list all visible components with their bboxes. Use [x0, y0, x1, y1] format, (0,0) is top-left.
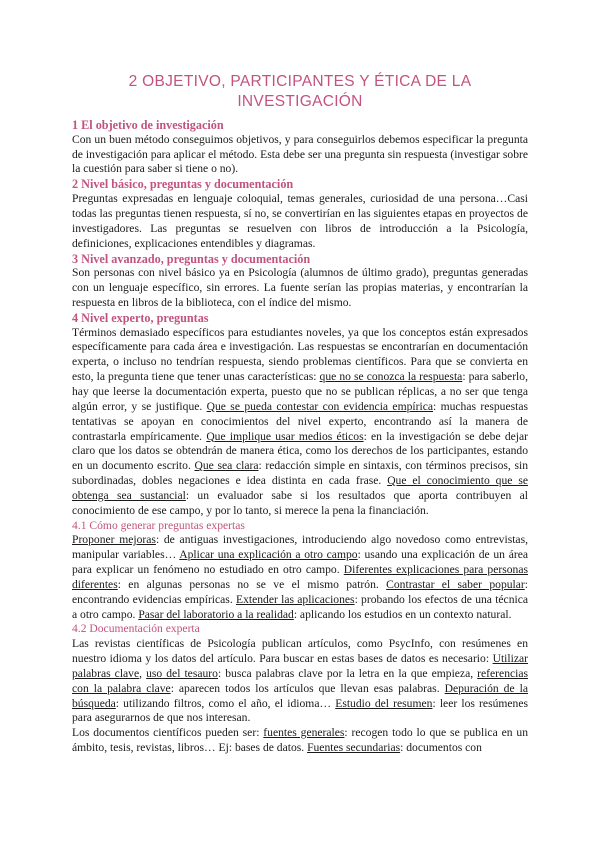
- section-4-heading: 4 Nivel experto, preguntas: [72, 310, 209, 325]
- text-run: ,: [139, 666, 147, 680]
- section-4-2-text-2: [72, 726, 528, 756]
- text-run: : recogen todo lo que se publica en un ámbito, tesis, revistas, libros… Ej: bases de datos.: [72, 726, 528, 755]
- text-run: : aplicando los estudios en un contexto natural.: [293, 607, 512, 621]
- underlined-term: uso del tesauro: [146, 666, 218, 680]
- text-run: : de antiguas investigaciones, introduciendo algo novedoso como entrevistas, manipular variables…: [72, 533, 528, 562]
- section-4-2-text: [72, 637, 528, 726]
- underlined-term: Que implique usar medios éticos: [206, 429, 364, 443]
- underlined-term: Estudio del resumen: [335, 696, 433, 710]
- text-run: : un evaluador sabe si los resultados que aporta contribuyen al conocimiento de ese campo, y por lo tanto, si merece la pena la financiación.: [72, 488, 528, 517]
- section-1-heading: 1 El objetivo de investigación: [72, 118, 224, 132]
- underlined-term: Pasar del laboratorio a la realidad: [138, 607, 294, 621]
- text-run: : encontrando evidencias empíricas.: [72, 577, 528, 606]
- underlined-term: Fuentes secundarias: [307, 741, 401, 755]
- section-4-text: [72, 326, 528, 519]
- section-4-1-text: [72, 533, 528, 622]
- text-run: : redacción simple en sintaxis, con términos precisos, sin subordinadas, dobles negaciones e idea distinta en cada frase.: [72, 459, 528, 488]
- underlined-term: Que se pueda contestar con evidencia empírica: [206, 399, 433, 413]
- underlined-term: Extender las aplicaciones: [236, 592, 355, 606]
- text-run: Las revistas científicas de Psicología publican artículos, como PsycInfo, con resúmenes en nuestro idioma y los datos del artículo. Para buscar en estas bases de datos es necesario:: [72, 637, 528, 666]
- underlined-term: Diferentes explicaciones para personas diferentes: [72, 563, 528, 591]
- section-4-2-heading: 4.2 Documentación experta: [72, 622, 200, 636]
- underlined-term: Utilizar palabras clave: [72, 652, 528, 680]
- text-run: : probando los efectos de una técnica a otro campo.: [72, 592, 529, 621]
- underlined-term: Aplicar una explicación a otro campo: [179, 548, 358, 562]
- text-run: Los documentos científicos pueden ser:: [72, 726, 264, 740]
- underlined-term: Que el conocimiento que se obtenga sea sustancial: [72, 474, 528, 502]
- section-2-heading: 2 Nivel básico, preguntas y documentación: [72, 177, 294, 192]
- text-run: : documentos con: [400, 741, 482, 755]
- text-run: Términos demasiado específicos para estudiantes noveles, ya que los conceptos están expresados específicamente para cada área e investigación. Las respuestas se encontrarían en documentación experta, o incluso no tendrían respuesta, siendo problemas científicos. Para que se convierta en esto, la pregunta tiene que tener unas características:: [72, 325, 528, 384]
- section-1-text: Con un buen método conseguimos objetivos, y para conseguirlos debemos especificar la pregunta de investigación para aplicar el método. Esta debe ser una pregunta sin respuesta (investigar sobre la cuestión para saber si tiene o no).: [72, 132, 528, 176]
- section-3-heading: 3 Nivel avanzado, preguntas y documentación: [72, 251, 311, 266]
- underlined-term: Depuración de la búsqueda: [72, 681, 528, 710]
- text-run: : en la investigación se debe dejar claro que los datos se obtendrán de manera ética, como los derechos de los participantes, estando en un documento escrito.: [72, 429, 528, 473]
- underlined-term: Proponer mejoras: [72, 533, 156, 547]
- text-run: : leer los resúmenes para asegurarnos de que nos interesan.: [72, 696, 528, 725]
- underlined-term: fuentes generales: [263, 726, 345, 740]
- text-run: : busca palabras clave por la letra en la que empieza,: [217, 666, 478, 680]
- section-2-text: Preguntas expresadas en lenguaje coloquial, temas generales, curiosidad de una persona…Casi todas las preguntas tienen respuesta, sí no, se convertirían en las siguientes etapas en proyectos de investigadores. Las preguntas se resuelven con libros de introducción a la Psicología, definiciones, explicaciones entendibles y diagramas.: [72, 192, 528, 250]
- text-run: : usando una explicación de un área para explicar un fenómeno no estudiado en otro campo.: [72, 548, 528, 577]
- underlined-term: referencias con la palabra clave: [72, 666, 529, 695]
- page-title: 2 OBJETIVO, PARTICIPANTES Y ÉTICA DE LA INVESTIGACIÓN: [128, 73, 472, 110]
- section-4-1-heading: 4.1 Cómo generar preguntas expertas: [72, 518, 245, 532]
- underlined-term: Contrastar el saber popular: [386, 577, 525, 591]
- underlined-term: Que sea clara: [194, 459, 259, 473]
- text-run: : aparecen todos los artículos que llevan esas palabras.: [170, 681, 445, 695]
- underlined-term: que no se conozca la respuesta: [319, 370, 463, 384]
- document-page: [72, 72, 528, 756]
- text-run: : muchas respuestas tentativas se apoyan en conocimientos del nivel experto, encontrando así la manera de contrastarla empíricamente.: [72, 399, 528, 443]
- text-run: : en algunas personas no se ve el mismo patrón.: [117, 577, 387, 591]
- text-run: : para saberlo, hay que leerse la documentación experta, puesto que no se publican réplicas, a no ser que tenga algún error, y se justifique.: [72, 370, 528, 413]
- text-run: : utilizando filtros, como el año, el idioma…: [115, 696, 336, 710]
- section-3-text: Son personas con nivel básico ya en Psicología (alumnos de último grado), preguntas generadas con un lenguaje específico, sin errores. La fuente serían las propias materias, y encontrarían la respuesta en libros de la biblioteca, con el índice del mismo.: [72, 266, 528, 309]
